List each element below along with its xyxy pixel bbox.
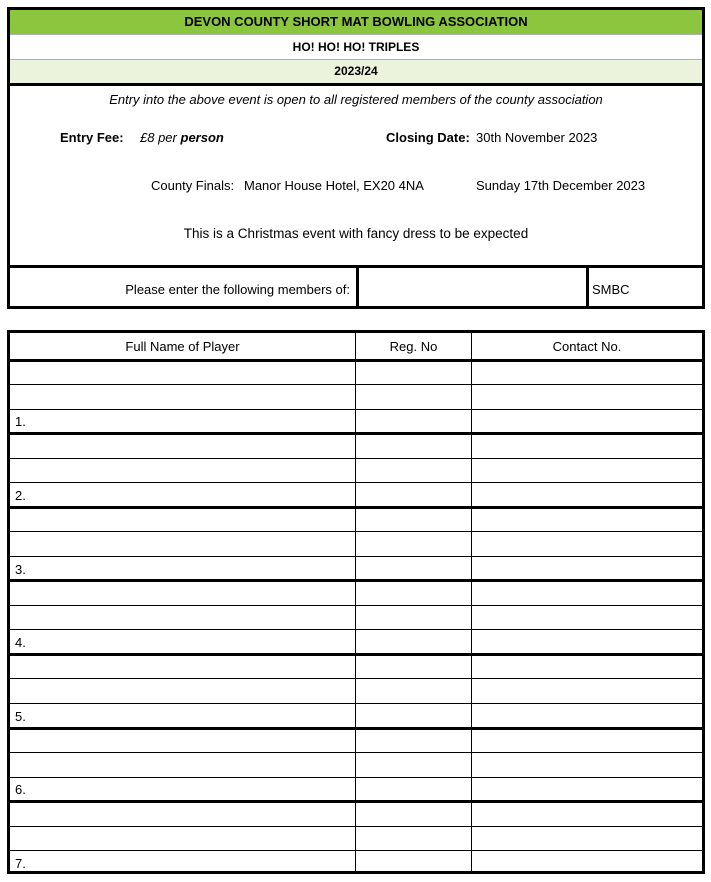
intro-text: Entry into the above event is open to all registered members of the county association — [109, 92, 603, 107]
row-divider — [10, 678, 702, 679]
event-header — [7, 7, 705, 309]
club-suffix: SMBC — [592, 282, 630, 297]
row-divider — [10, 629, 702, 630]
christmas-note: This is a Christmas event with fancy dress to be expected — [183, 226, 529, 241]
column-divider — [355, 333, 356, 871]
association-title: DEVON COUNTY SHORT MAT BOWLING ASSOCIATION — [10, 10, 702, 35]
row-divider — [10, 531, 702, 532]
season: 2023/24 — [10, 60, 702, 83]
header-full-name: Full Name of Player — [125, 339, 240, 354]
closing-date-label: Closing Date: — [386, 130, 470, 145]
row-divider — [10, 556, 702, 557]
county-finals-label: County Finals: — [151, 178, 235, 193]
members-label: Please enter the following members of: — [125, 282, 350, 297]
county-finals-date: Sunday 17th December 2023 — [476, 178, 646, 193]
county-finals-venue: Manor House Hotel, EX20 4NA — [244, 178, 424, 193]
team-number: 4. — [15, 635, 26, 651]
header-contact-no: Contact No. — [552, 339, 622, 354]
team-number: 6. — [15, 782, 26, 798]
team-number: 3. — [15, 561, 26, 577]
team-divider — [10, 800, 702, 803]
row-divider — [10, 777, 702, 778]
row-divider — [10, 409, 702, 410]
divider — [10, 83, 702, 86]
row-divider — [10, 482, 702, 483]
entry-fee-value — [140, 130, 224, 146]
team-divider — [10, 579, 702, 582]
entry-fee-label: Entry Fee: — [60, 130, 124, 145]
row-divider — [10, 752, 702, 753]
row-divider — [10, 826, 702, 827]
row-divider — [10, 850, 702, 851]
team-divider — [10, 727, 702, 730]
row-divider — [10, 703, 702, 704]
closing-date-value: 30th November 2023 — [476, 130, 598, 145]
header-reg-no: Reg. No — [389, 339, 438, 354]
column-divider — [471, 333, 472, 871]
team-number: 5. — [15, 708, 26, 724]
club-name-input[interactable] — [359, 268, 590, 305]
team-divider — [10, 432, 702, 435]
team-divider — [10, 506, 702, 509]
row-divider — [10, 384, 702, 385]
team-number: 2. — [15, 487, 26, 503]
row-divider — [10, 458, 702, 459]
team-number: 1. — [15, 414, 26, 430]
team-divider — [10, 653, 702, 656]
row-divider — [10, 605, 702, 606]
divider — [586, 265, 589, 306]
header-divider — [10, 359, 702, 362]
event-name: HO! HO! HO! TRIPLES — [10, 35, 702, 60]
entry-fee-amount: £8 per — [140, 130, 177, 145]
entry-fee-unit: person — [180, 130, 224, 145]
team-number: 7. — [15, 855, 26, 871]
entry-table — [7, 330, 705, 874]
